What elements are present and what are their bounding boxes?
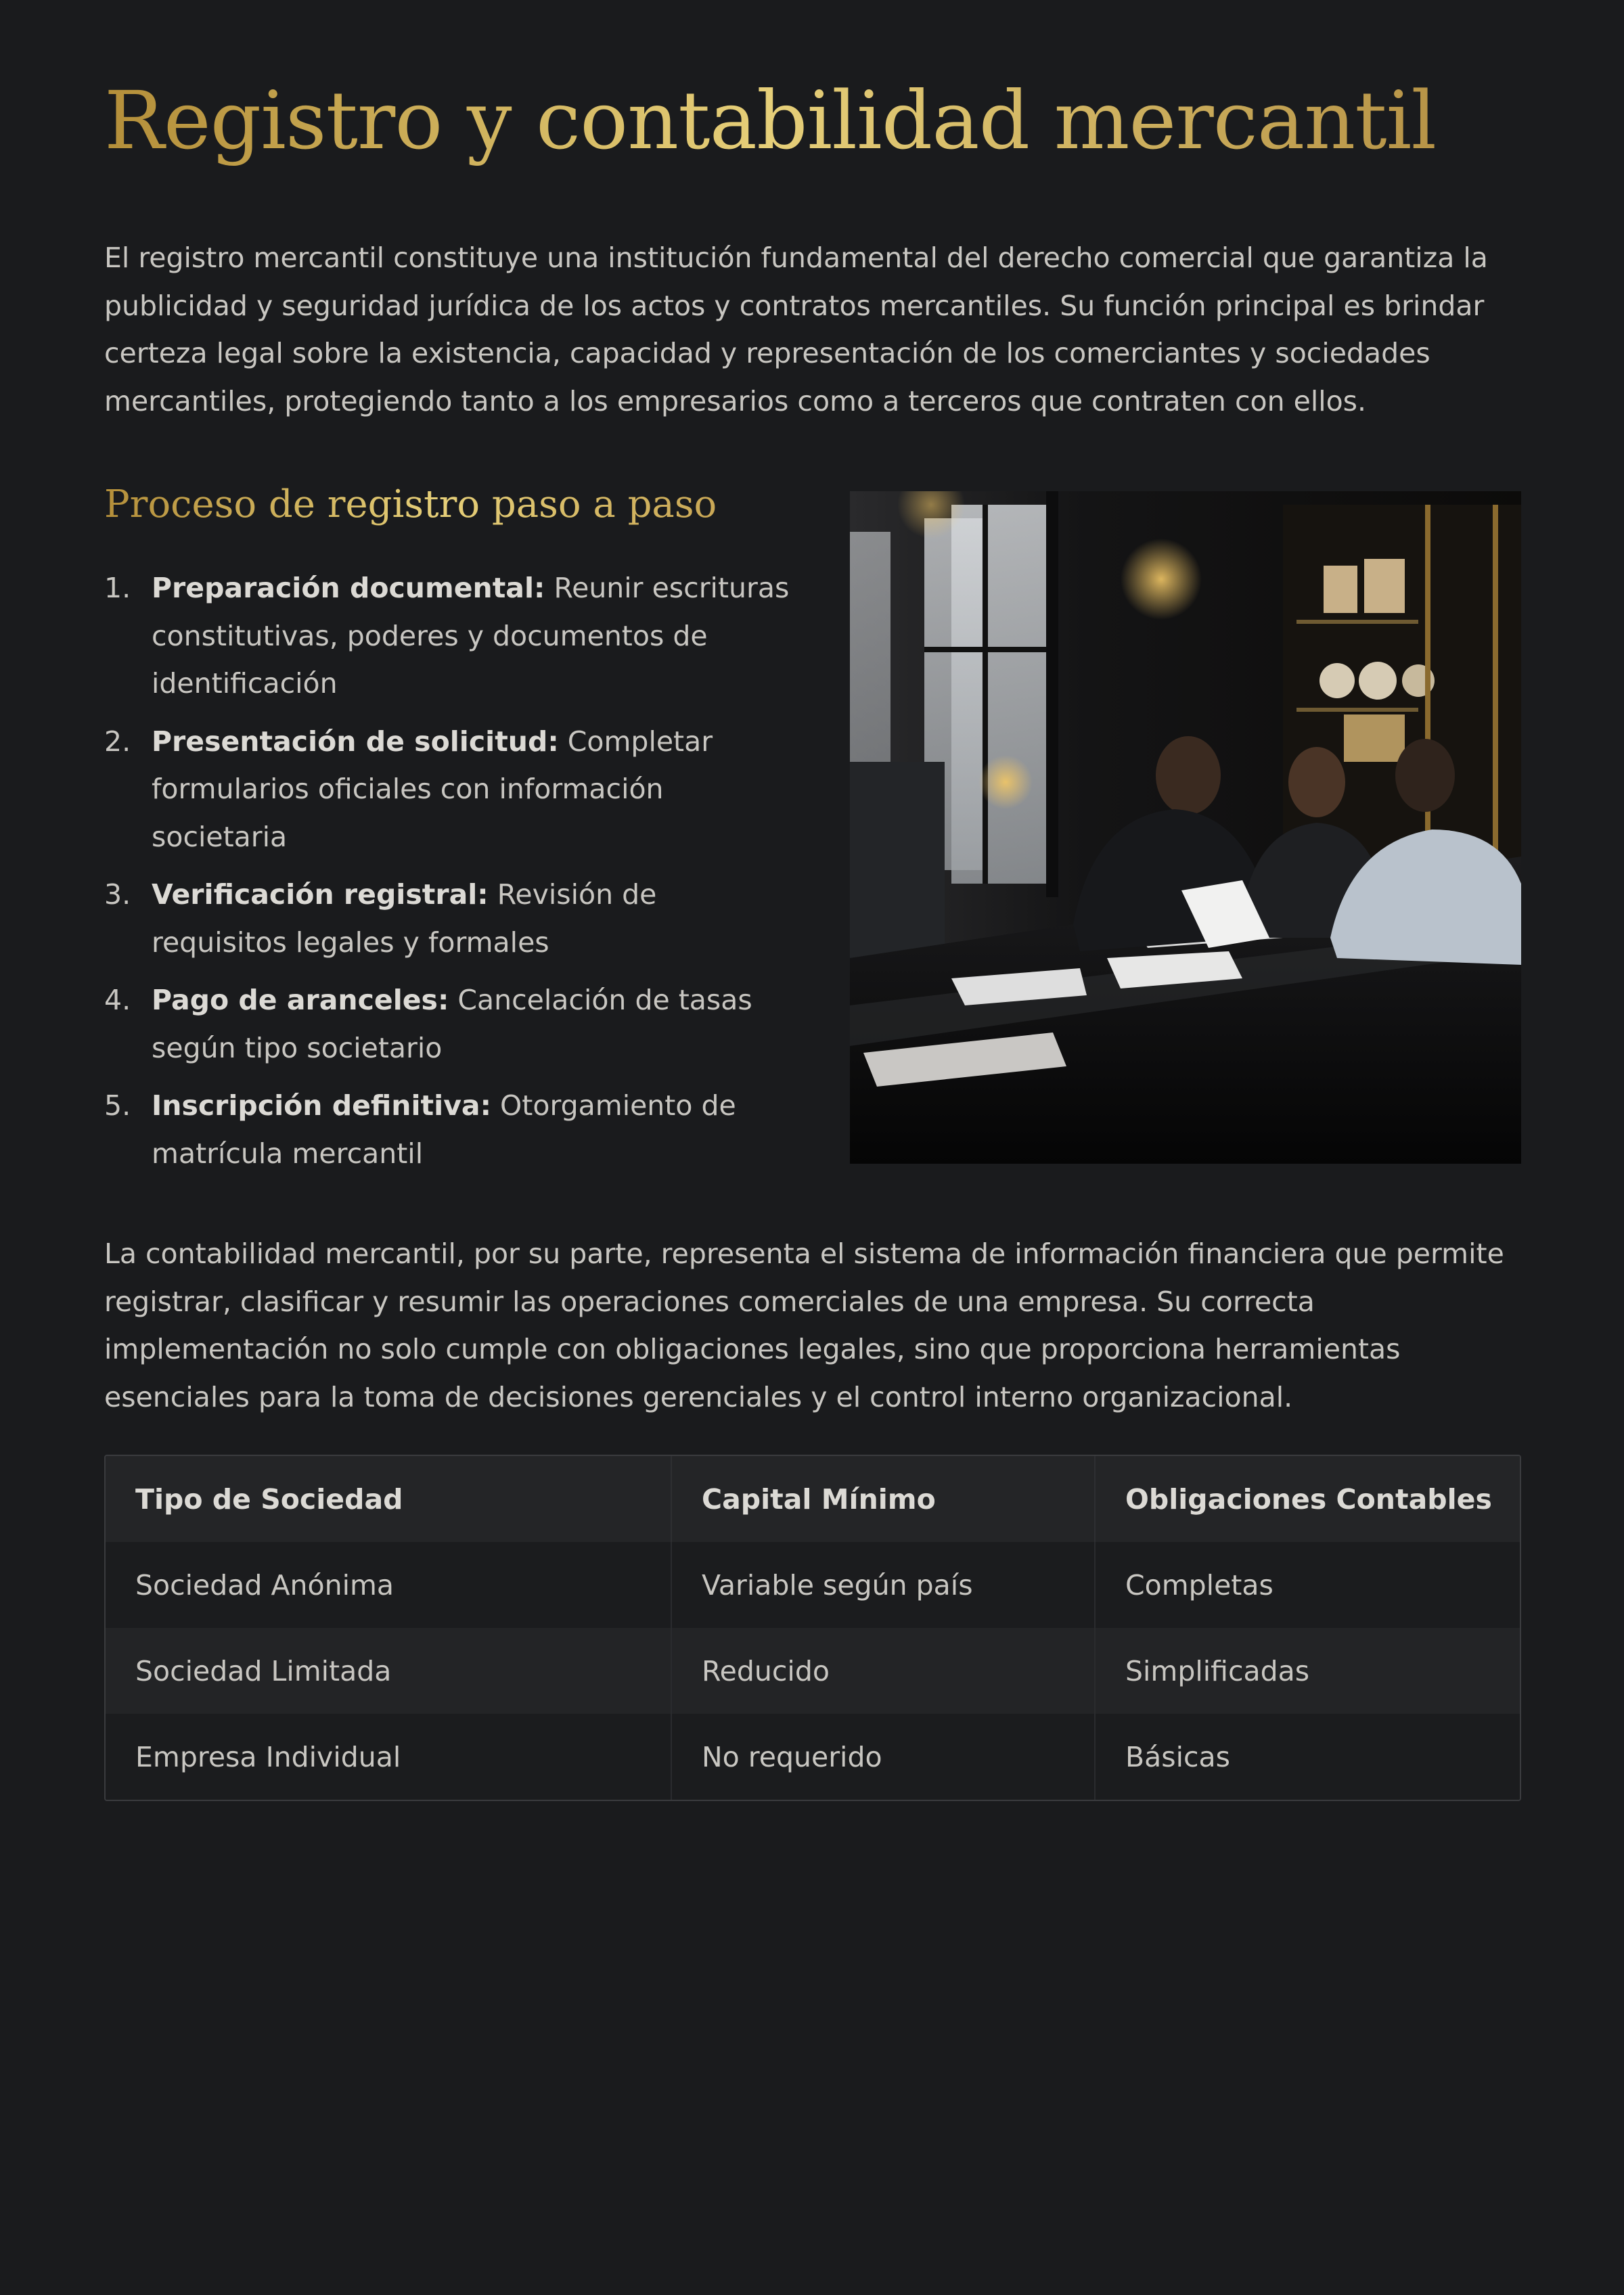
office-meeting-illustration bbox=[850, 491, 1521, 1164]
intro-paragraph: El registro mercantil constituye una institución fundamental del derecho comercial que garantiza la publicidad y seguridad jurídica de los actos y contratos mercantiles. Su función principal es brindar certeza legal sobre la existencia, capacidad y representación de los comerciantes y sociedades mercantiles, protegiendo tanto a los empresarios como a terceros que contraten con ellos. bbox=[104, 242, 1488, 417]
step-number: 4. bbox=[104, 984, 131, 1016]
step-title: Pago de aranceles: bbox=[152, 984, 449, 1016]
step-description: Otorgamiento de matrícula mercantil bbox=[152, 1089, 736, 1170]
step-description: Cancelación de tasas según tipo societario bbox=[152, 984, 752, 1064]
step-number: 1. bbox=[104, 572, 131, 604]
table-cell: Empresa Individual bbox=[106, 1714, 671, 1800]
process-steps-list bbox=[104, 564, 794, 1187]
table-cell: Sociedad Anónima bbox=[106, 1542, 671, 1628]
table-row bbox=[106, 1542, 1520, 1628]
step-description: Completar formularios oficiales con información societaria bbox=[152, 725, 713, 853]
table-cell: Simplificadas bbox=[1095, 1628, 1520, 1714]
table-row bbox=[106, 1628, 1520, 1714]
company-types-table bbox=[104, 1455, 1521, 1801]
table-cell: Sociedad Limitada bbox=[106, 1628, 671, 1714]
column-header: Obligaciones Contables bbox=[1095, 1456, 1520, 1542]
accounting-paragraph: La contabilidad mercantil, por su parte, representa el sistema de información financiera que permite registrar, clasificar y resumir las operaciones comerciales de una empresa. Su correcta implementación no solo cumple con obligaciones legales, sino que proporciona herramientas esenciales para la toma de decisiones gerenciales y el control interno organizacional. bbox=[104, 1237, 1504, 1413]
table-cell: Básicas bbox=[1095, 1714, 1520, 1800]
table-row bbox=[106, 1714, 1520, 1800]
step-title: Inscripción definitiva: bbox=[152, 1089, 491, 1122]
column-header: Tipo de Sociedad bbox=[106, 1456, 671, 1542]
step-description: Reunir escrituras constitutivas, poderes y documentos de identificación bbox=[152, 572, 790, 700]
step-number: 3. bbox=[104, 878, 131, 911]
process-heading: Proceso de registro paso a paso bbox=[104, 482, 717, 526]
step-title: Presentación de solicitud: bbox=[152, 725, 559, 758]
column-header: Capital Mínimo bbox=[671, 1456, 1095, 1542]
process-step bbox=[104, 564, 794, 708]
step-number: 5. bbox=[104, 1089, 131, 1122]
process-step bbox=[104, 1082, 794, 1177]
table-cell: Variable según país bbox=[671, 1542, 1095, 1628]
table-cell: No requerido bbox=[671, 1714, 1095, 1800]
page-title: Registro y contabilidad mercantil bbox=[104, 73, 1436, 169]
process-step bbox=[104, 718, 794, 861]
step-title: Preparación documental: bbox=[152, 572, 545, 604]
process-step bbox=[104, 871, 794, 966]
step-title: Verificación registral: bbox=[152, 878, 489, 911]
table-cell: Completas bbox=[1095, 1542, 1520, 1628]
step-number: 2. bbox=[104, 725, 131, 758]
table-cell: Reducido bbox=[671, 1628, 1095, 1714]
process-step bbox=[104, 976, 794, 1072]
table-header-row bbox=[106, 1456, 1520, 1542]
step-description: Revisión de requisitos legales y formales bbox=[152, 878, 657, 959]
office-meeting-photo bbox=[850, 491, 1521, 1164]
